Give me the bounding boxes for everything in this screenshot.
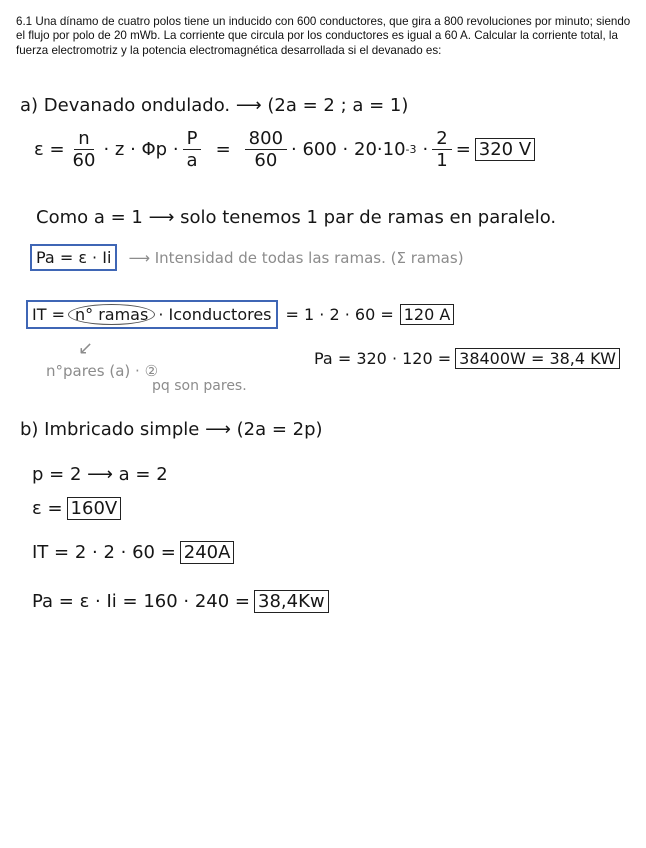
- power-b-result-box: 38,4Kw: [254, 590, 329, 613]
- fraction-n-60: [69, 128, 100, 171]
- it-b-result-box: 240A: [180, 541, 235, 564]
- it-formula-box: [26, 300, 278, 329]
- power-calc-row: [314, 348, 620, 369]
- power-b-calc: Pa = ε · Ii = 160 · 240 =: [32, 591, 251, 612]
- it-lhs: IT =: [32, 305, 65, 324]
- emf-equals: =: [215, 139, 231, 160]
- it-b-calc: IT = 2 · 2 · 60 =: [32, 542, 176, 563]
- emf-lhs: ε =: [34, 139, 65, 160]
- pares-arrow: ↙: [78, 338, 94, 359]
- emf-b-result-box: 160V: [67, 497, 122, 520]
- part-a-heading: a) Devanado ondulado. ⟶ (2a = 2 ; a = 1): [20, 95, 409, 116]
- it-rest: · Iconductores: [158, 305, 272, 324]
- como-line: Como a = 1 ⟶ solo tenemos 1 par de ramas en paralelo.: [36, 207, 557, 228]
- frac4-num: 2: [432, 128, 451, 150]
- emf-b-row: [32, 497, 121, 520]
- it-b-row: [32, 541, 234, 564]
- fraction-800-60: [245, 128, 287, 171]
- emf-dot: ·: [422, 139, 429, 160]
- frac2-num: P: [183, 128, 202, 150]
- power-note: ⟶ Intensidad de todas las ramas. (Σ ramas): [128, 249, 464, 267]
- it-calc: = 1 · 2 · 60 =: [285, 305, 394, 324]
- frac4-den: 1: [436, 150, 448, 171]
- pq-note: pq son pares.: [152, 378, 247, 394]
- ramas-ellipse: n° ramas: [68, 304, 155, 325]
- frac1-den: 60: [72, 150, 96, 171]
- emf-exponent: -3: [405, 143, 417, 156]
- emf-result-box: 320 V: [475, 138, 535, 161]
- it-formula-row: [26, 300, 454, 329]
- power-b-row: [32, 590, 329, 613]
- frac3-den: 60: [254, 150, 278, 171]
- frac2-den: a: [186, 150, 198, 171]
- pares-note: n°pares (a) · ②: [46, 362, 159, 380]
- fraction-2-1: [432, 128, 451, 171]
- emf-values: · 600 · 20·10: [291, 139, 406, 160]
- emf-formula: [34, 128, 535, 171]
- power-formula-box: Pa = ε · Ii: [30, 244, 117, 271]
- it-result-box: 120 A: [400, 304, 455, 325]
- power-calc: Pa = 320 · 120 =: [314, 349, 452, 368]
- fraction-p-a: [183, 128, 202, 171]
- power-formula-row: [30, 248, 464, 267]
- part-b-heading: b) Imbricado simple ⟶ (2a = 2p): [20, 419, 323, 440]
- power-result-box: 38400W = 38,4 KW: [455, 348, 620, 369]
- p-line: p = 2 ⟶ a = 2: [32, 464, 168, 485]
- emf-mid: · z · Φp ·: [103, 139, 179, 160]
- frac1-num: n: [74, 128, 93, 150]
- problem-statement: 6.1 Una dínamo de cuatro polos tiene un inducido con 600 conductores, que gira a 800 revoluciones por minuto; siendo el flujo por polo de 20 mWb. La corriente que circula por los conductores es igual a 60 A. Calcular la corriente total, la fuerza electromotriz y la potencia electromagnética desarrollada si el devanado es:: [16, 15, 631, 57]
- emf-b-lhs: ε =: [32, 498, 63, 519]
- emf-eq2: =: [455, 139, 471, 160]
- frac3-num: 800: [245, 128, 287, 150]
